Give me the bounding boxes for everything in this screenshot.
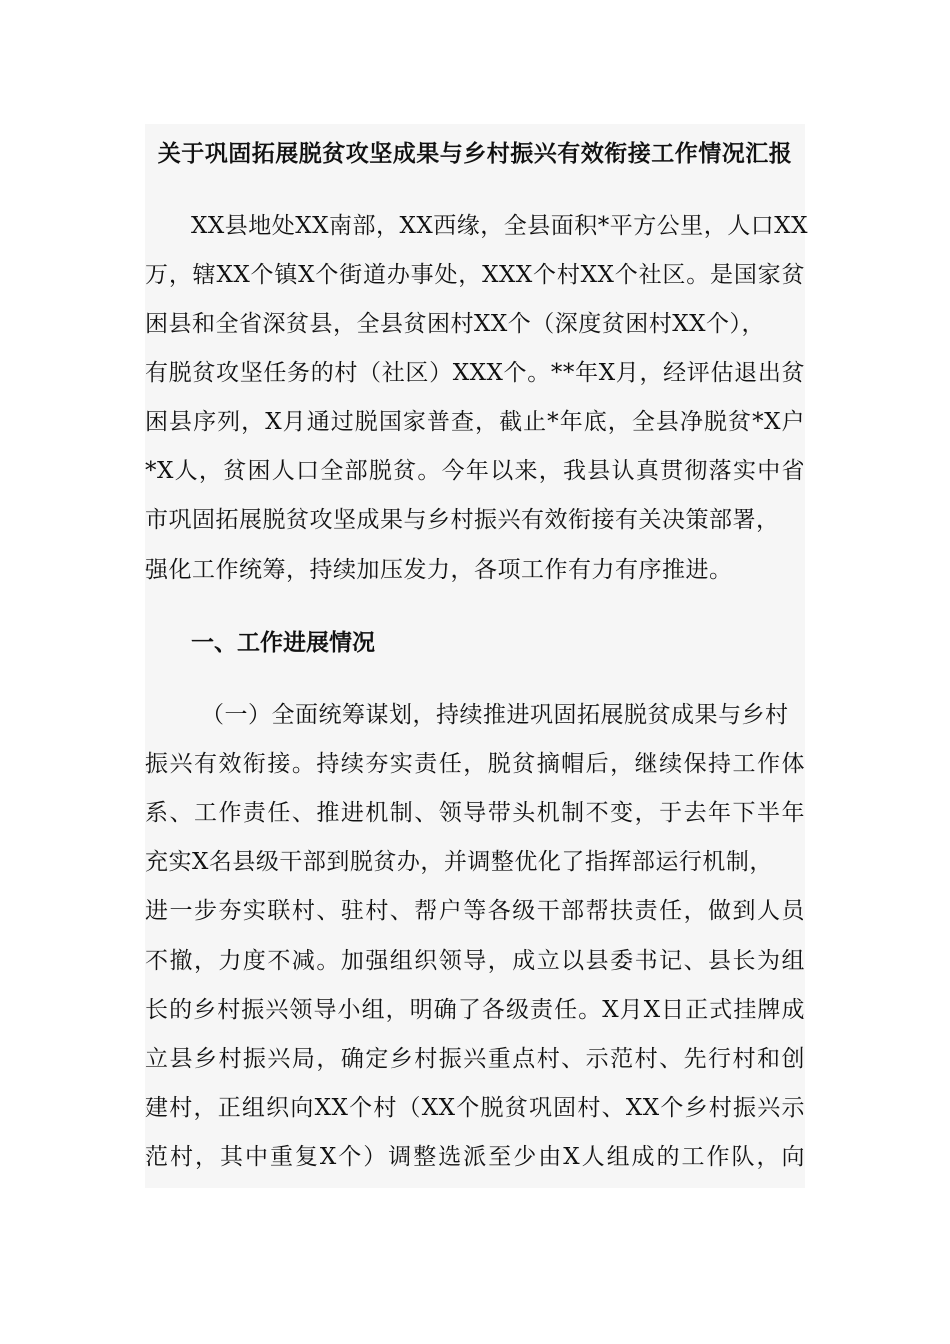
intro-line-6: *X人，贫困人口全部脱贫。今年以来，我县认真贯彻落实中省	[145, 458, 805, 484]
intro-line-4: 有脱贫攻坚任务的村（社区）XXX个。**年X月，经评估退出贫	[145, 360, 805, 386]
intro-line-8: 强化工作统筹，持续加压发力，各项工作有力有序推进。	[145, 557, 733, 583]
body-line-5: 进一步夯实联村、驻村、帮户等各级干部帮扶责任，做到人员	[145, 898, 805, 924]
body-line-1: （一）全面统筹谋划，持续推进巩固拓展脱贫成果与乡村	[201, 702, 789, 728]
section-heading: 一、工作进展情况	[191, 629, 375, 656]
intro-line-2: 万，辖XX个镇X个街道办事处，XXX个村XX个社区。是国家贫	[145, 262, 805, 288]
body-line-9: 建村，正组织向XX个村（XX个脱贫巩固村、XX个乡村振兴示	[145, 1095, 805, 1121]
intro-line-5: 困县序列，X月通过脱国家普查，截止*年底，全县净脱贫*X户	[145, 409, 805, 435]
intro-line-3: 困县和全省深贫县，全县贫困村XX个（深度贫困村XX个），	[145, 311, 765, 337]
body-line-10: 范村，其中重复X个）调整选派至少由X人组成的工作队，向	[145, 1144, 805, 1170]
document-page	[145, 124, 808, 1188]
document-title: 关于巩固拓展脱贫攻坚成果与乡村振兴有效衔接工作情况汇报	[157, 140, 793, 167]
body-line-4: 充实X名县级干部到脱贫办，并调整优化了指挥部运行机制，	[145, 849, 773, 875]
intro-line-1: XX县地处XX南部，XX西缘，全县面积*平方公里，人口XX	[191, 213, 808, 239]
body-line-8: 立县乡村振兴局，确定乡村振兴重点村、示范村、先行村和创	[145, 1046, 805, 1072]
body-line-7: 长的乡村振兴领导小组，明确了各级责任。X月X日正式挂牌成	[145, 997, 805, 1023]
body-line-6: 不撤，力度不减。加强组织领导，成立以县委书记、县长为组	[145, 948, 805, 974]
body-line-3: 系、工作责任、推进机制、领导带头机制不变，于去年下半年	[145, 800, 805, 826]
body-line-2: 振兴有效衔接。持续夯实责任，脱贫摘帽后，继续保持工作体	[145, 751, 805, 777]
intro-line-7: 市巩固拓展脱贫攻坚成果与乡村振兴有效衔接有关决策部署，	[145, 507, 780, 533]
